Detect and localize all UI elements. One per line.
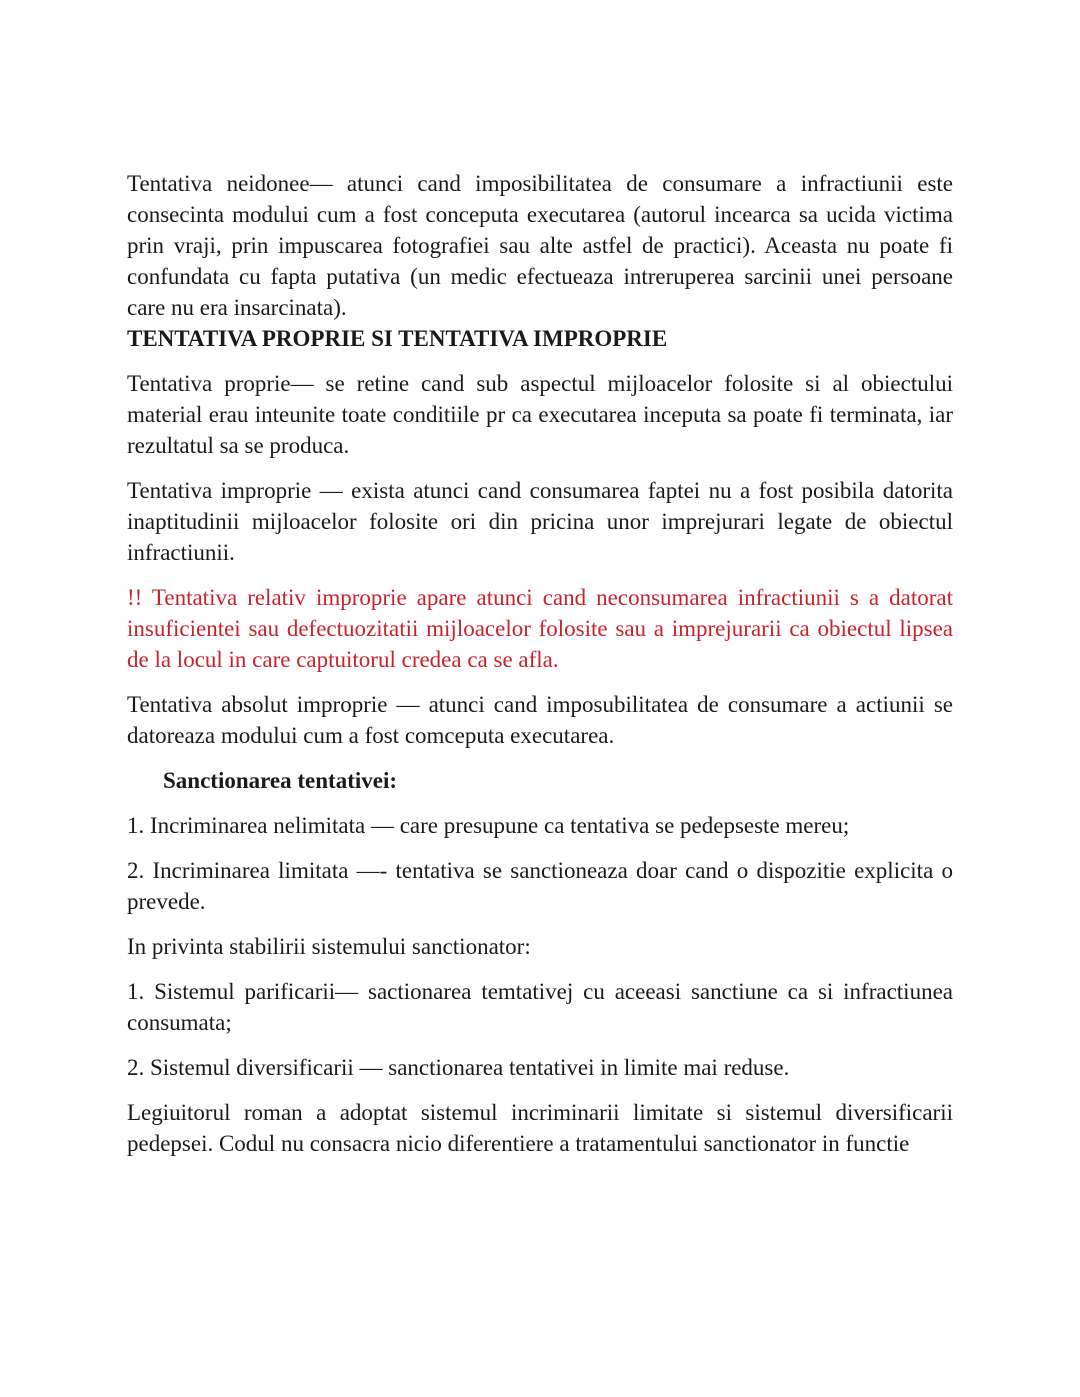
paragraph-relativ-improprie-highlight: !! Tentativa relativ improprie apare atunci cand neconsumarea infractiunii s a datorat insuficientei sau defectuozitatii mijloacelor folosite sau a imprejurarii ca obiectul lipsea de la locul in care captuitorul credea ca se afla.: [127, 585, 953, 672]
paragraph-legiuitorul-roman: Legiuitorul roman a adoptat sistemul incriminarii limitate si sistemul diversificarii pedepsei. Codul nu consacra nicio diferentiere a tratamentului sanctionator in functie: [127, 1100, 953, 1156]
paragraph-sistem-sanctionator: In privinta stabilirii sistemului sanctionator:: [127, 934, 531, 959]
section-heading: TENTATIVA PROPRIE SI TENTATIVA IMPROPRIE: [127, 326, 668, 351]
paragraph-absolut-improprie: Tentativa absolut improprie — atunci cand imposubilitatea de consumare a actiunii se datoreaza modului cum a fost comceputa executarea.: [127, 692, 953, 748]
list-item-sistemul-parificarii: 1. Sistemul parificarii— sactionarea temtativej cu aceeasi sanctiune ca si infractiunea consumata;: [127, 979, 953, 1035]
list-item-sistemul-diversificarii: 2. Sistemul diversificarii — sanctionarea tentativei in limite mai reduse.: [127, 1055, 790, 1080]
list-item-incriminarea-limitata: 2. Incriminarea limitata —- tentativa se sanctioneaza doar cand o dispozitie explicita o prevede.: [127, 858, 953, 914]
paragraph-tentativa-improprie: Tentativa improprie — exista atunci cand consumarea faptei nu a fost posibila datorita inaptitudinii mijloacelor folosite ori din pricina unor imprejurari legate de obiectul infractiunii.: [127, 478, 953, 565]
paragraph-tentativa-proprie: Tentativa proprie— se retine cand sub aspectul mijloacelor folosite si al obiectului material erau inteunite toate conditiile pr ca executarea inceputa sa poate fi terminata, iar rezultatul sa se produca.: [127, 371, 953, 458]
document-page: [127, 168, 953, 1159]
paragraph-tentativa-neidonee: Tentativa neidonee— atunci cand imposibilitatea de consumare a infractiunii este consecinta modului cum a fost conceputa executarea (autorul incearca sa ucida victima prin vraji, prin impuscarea fotografiei sau alte astfel de practici). Aceasta nu poate fi confundata cu fapta putativa (un medic efectueaza intreruperea sarcinii unei persoane care nu era insarcinata).: [127, 171, 953, 320]
list-item-incriminarea-nelimitata: 1. Incriminarea nelimitata — care presupune ca tentativa se pedepseste mereu;: [127, 813, 850, 838]
subheading-sanctionarea: Sanctionarea tentativei:: [163, 768, 398, 793]
